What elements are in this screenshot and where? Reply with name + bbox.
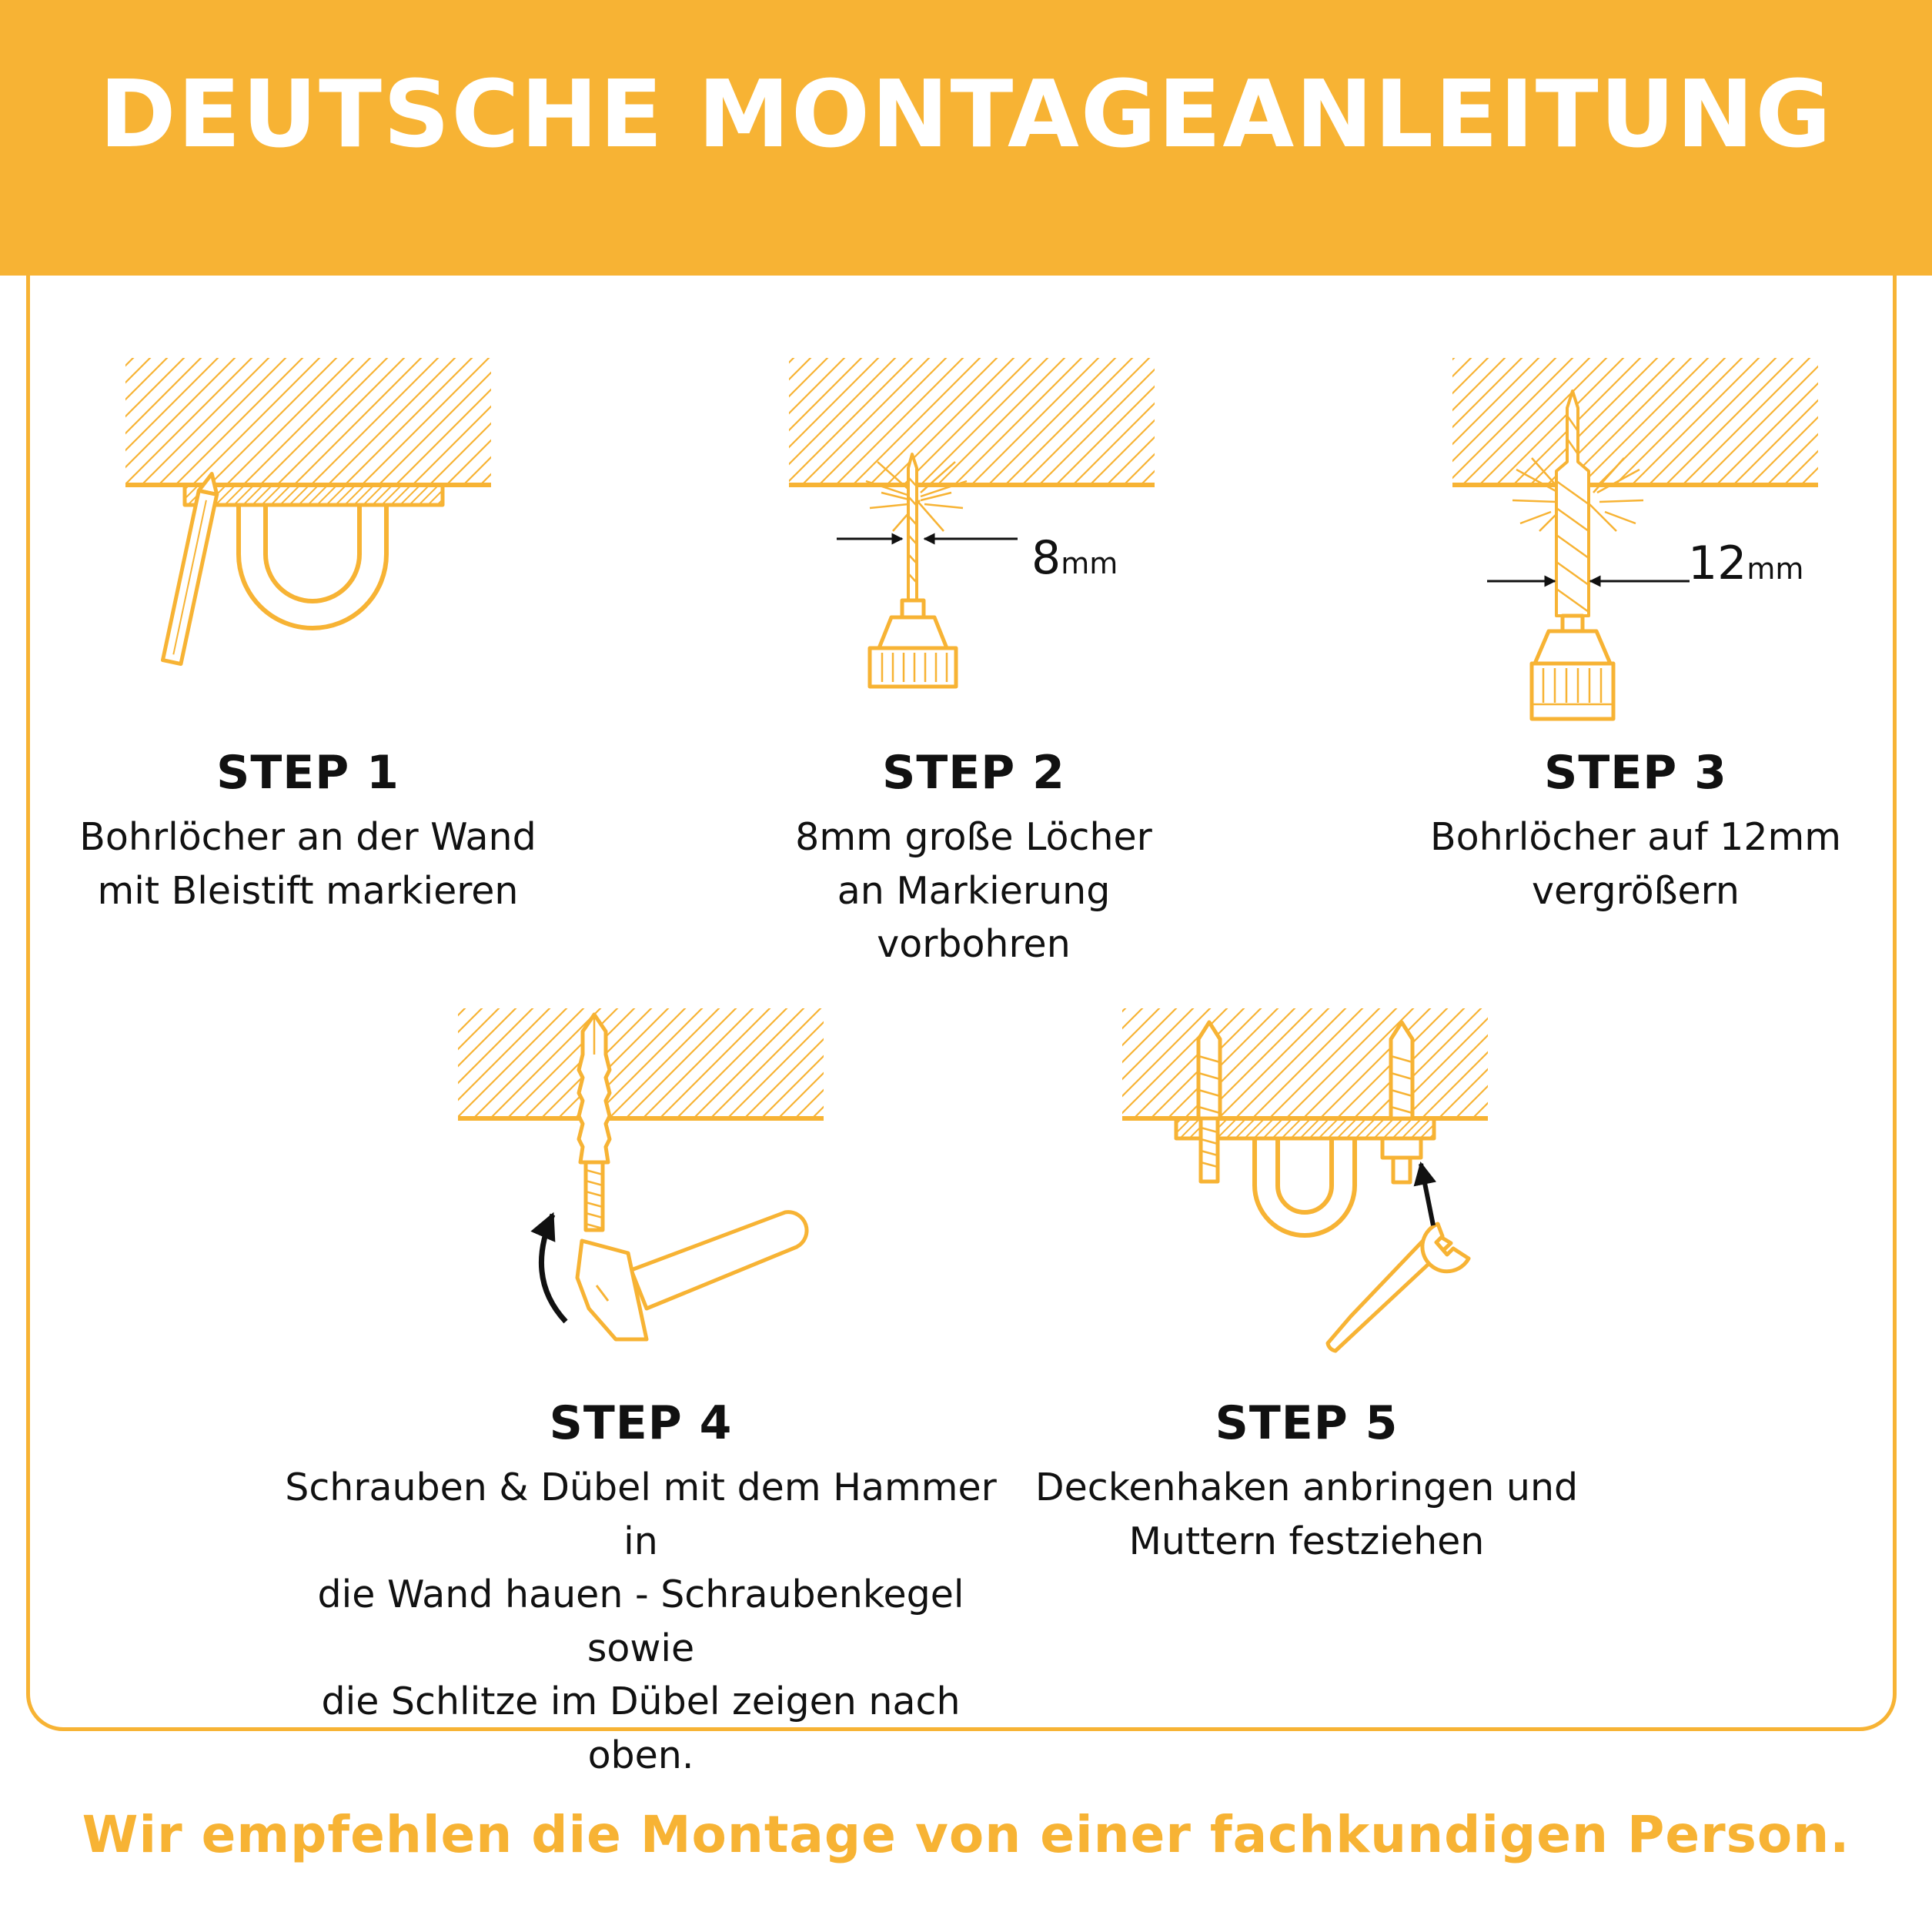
step-4-title: STEP 4	[549, 1396, 733, 1450]
page-title: DEUTSCHE MONTAGEANLEITUNG	[99, 62, 1833, 169]
step-3-title: STEP 3	[1544, 746, 1727, 800]
step-3	[1385, 747, 1886, 918]
ceiling-plate	[185, 485, 443, 505]
step-2-title: STEP 2	[882, 746, 1065, 800]
step4-illustration	[458, 1008, 824, 1339]
step-1-description: Bohrlöcher an der Wand mit Bleistift markieren	[79, 815, 536, 913]
step-5	[1031, 1397, 1582, 1568]
step5-illustration	[1122, 1008, 1488, 1351]
anchor-bolt-left-icon	[1198, 1022, 1220, 1182]
step2-illustration	[789, 358, 1155, 687]
wrench-icon	[1328, 1224, 1469, 1351]
step3-dimension-label: 12mm	[1688, 536, 1804, 590]
step1-illustration	[125, 358, 491, 664]
hammer-icon	[577, 1212, 807, 1339]
step-3-description: Bohrlöcher auf 12mm vergrößern	[1430, 815, 1841, 913]
step-1	[73, 747, 543, 918]
step2-dimension-label: 8mm	[1031, 531, 1118, 585]
dowel-icon	[579, 1014, 610, 1230]
ceiling-hatch	[125, 358, 491, 485]
step-5-description: Deckenhaken anbringen und Muttern festziehen	[1035, 1466, 1579, 1563]
step-4	[266, 1397, 1016, 1782]
step-5-title: STEP 5	[1215, 1396, 1399, 1450]
step-2	[735, 747, 1212, 971]
step-1-title: STEP 1	[216, 746, 399, 800]
tighten-arrow-icon	[1421, 1164, 1433, 1225]
footer-recommendation: Wir empfehlen die Montage von einer fachkundigen Person.	[82, 1805, 1850, 1864]
step3-illustration	[1452, 358, 1818, 719]
rotate-arrow-icon	[541, 1215, 566, 1322]
step-2-description: 8mm große Löcher an Markierung vorbohren	[795, 815, 1152, 967]
step-4-description: Schrauben & Dübel mit dem Hammer in die Wand hauen - Schraubenkegel sowie die Schlitze im Dübel zeigen nach oben.	[285, 1466, 997, 1777]
